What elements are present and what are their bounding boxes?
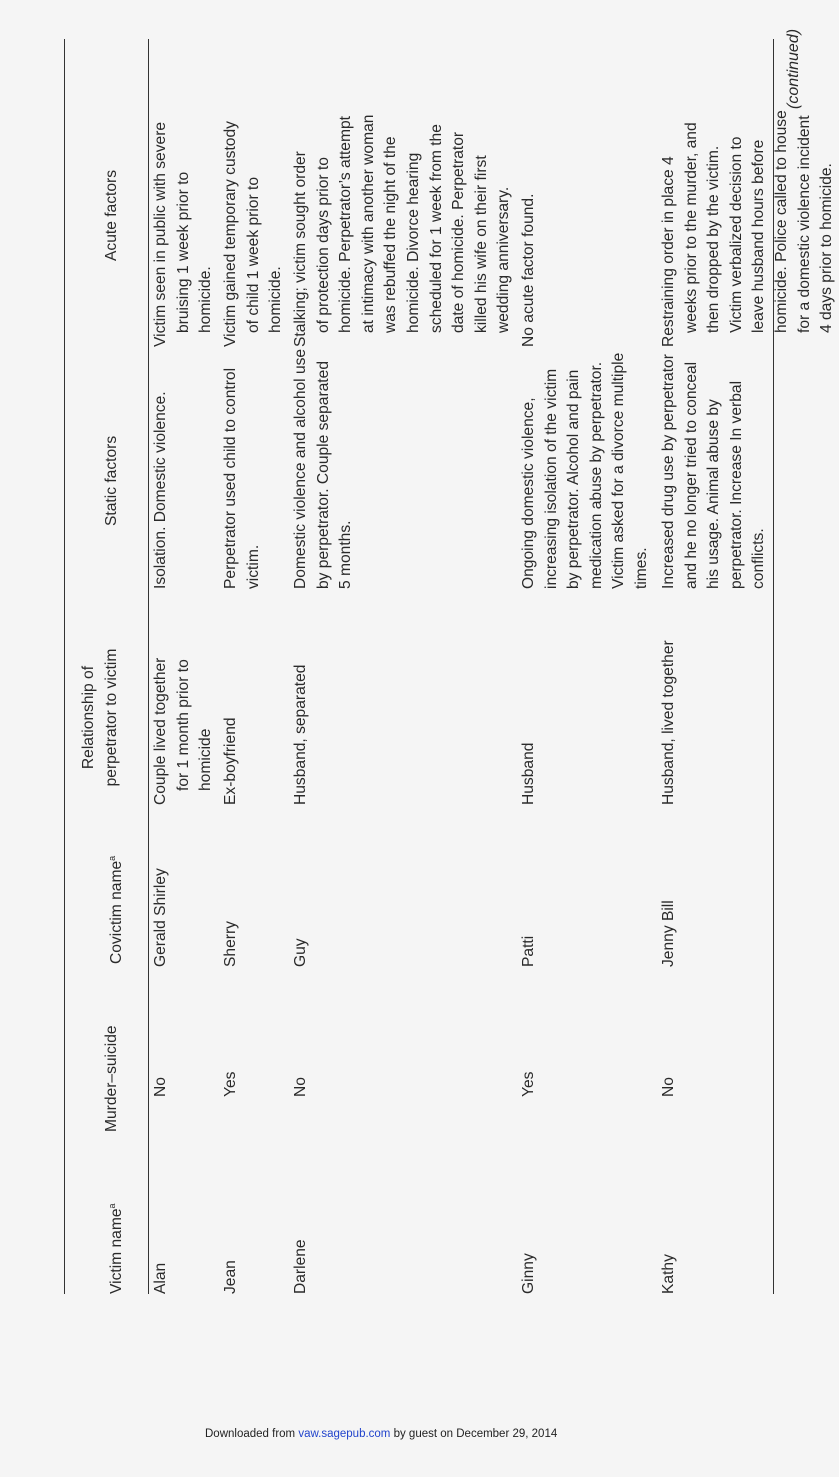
- table-cell-static: [220, 368, 265, 589]
- cell-line: homicide. Perpetrator’s attempt: [337, 116, 355, 333]
- cell-line: medication abuse by perpetrator.: [587, 361, 605, 589]
- table-cell-acute: [658, 110, 839, 347]
- table-header-rule: [148, 39, 149, 1294]
- cell-line: Stalking; victim sought order: [292, 151, 309, 347]
- table-cell-victim: Alan: [152, 1262, 169, 1294]
- table-cell-acute: [220, 121, 288, 347]
- download-footer: Downloaded from vaw.sagepub.com by guest on December 29, 2014: [205, 1428, 558, 1440]
- cell-line: then dropped by the victim.: [705, 145, 723, 333]
- cell-line: of child 1 week prior to: [244, 176, 262, 333]
- table-cell-static: [290, 349, 358, 589]
- cell-line: 4 days prior to homicide.: [818, 163, 836, 333]
- cell-line: homicide.: [197, 266, 215, 333]
- table-cell-murder-suicide: Yes: [520, 1071, 537, 1097]
- cell-line: homicide. Police called to house: [772, 110, 790, 333]
- cell-line: leave husband hours before: [750, 139, 768, 333]
- table-cell-victim: Ginny: [520, 1253, 537, 1294]
- cell-line: by perpetrator. Alcohol and pain: [565, 369, 583, 589]
- cell-line: Ongoing domestic violence,: [520, 397, 537, 589]
- cell-line: Isolation. Domestic violence.: [152, 391, 169, 589]
- cell-line: date of homicide. Perpetrator: [450, 131, 468, 333]
- table-cell-static: [658, 354, 771, 589]
- table-cell-relationship: [290, 665, 313, 805]
- cell-line: homicide. Divorce hearing: [404, 152, 422, 333]
- cell-line: Increased drug use by perpetrator: [660, 354, 677, 589]
- source-link[interactable]: vaw.sagepub.com: [298, 1428, 391, 1440]
- cell-line: Husband: [520, 742, 537, 805]
- table-cell-covictim: Patti: [520, 935, 537, 967]
- cell-line: victim.: [244, 544, 262, 589]
- cell-line: weeks prior to the murder, and: [682, 122, 700, 333]
- cell-line: Domestic violence and alcohol use: [292, 348, 309, 589]
- table-top-rule: [64, 39, 65, 1294]
- cell-line: Husband, separated: [292, 664, 309, 805]
- cell-line: homicide: [197, 728, 215, 791]
- table-cell-relationship: [220, 717, 243, 805]
- table-cell-murder-suicide: Yes: [222, 1071, 239, 1097]
- cell-line: was rebuffed the night of the: [382, 136, 400, 333]
- table-cell-murder-suicide: No: [292, 1077, 309, 1097]
- header-covictim-name: Covictim name$^a$: [107, 855, 125, 964]
- header-relationship: Relationship of perpetrator to victim: [80, 648, 120, 787]
- table-cell-static: [518, 353, 654, 589]
- table-cell-relationship: [518, 743, 541, 805]
- header-static-factors: Static factors: [103, 435, 120, 526]
- cell-line: for a domestic violence incident: [795, 115, 813, 333]
- header-acute-factors: Acute factors: [103, 169, 120, 261]
- table-cell-relationship: [658, 640, 681, 805]
- table-cell-victim: Kathy: [660, 1254, 677, 1294]
- cell-line: perpetrator. Increase In verbal: [727, 380, 745, 589]
- table-cell-static: [150, 391, 173, 589]
- cell-line: No acute factor found.: [520, 193, 537, 347]
- table-cell-covictim: Sherry: [222, 921, 239, 967]
- cell-line: Victim seen in public with severe: [152, 121, 169, 347]
- cell-line: Husband, lived together: [660, 640, 677, 805]
- cell-line: at intimacy with another woman: [359, 114, 377, 333]
- cell-line: Victim verbalized decision to: [727, 136, 745, 333]
- table-cell-murder-suicide: No: [152, 1077, 169, 1097]
- cell-line: conflicts.: [750, 528, 768, 589]
- table-cell-covictim: Guy: [292, 938, 309, 967]
- cell-line: for 1 month prior to: [174, 659, 192, 791]
- table-cell-murder-suicide: No: [660, 1077, 677, 1097]
- cell-line: Victim asked for a divorce multiple: [610, 352, 628, 589]
- cell-line: Ex-boyfriend: [222, 717, 239, 805]
- cell-line: times.: [632, 547, 650, 589]
- table-cell-acute: [518, 194, 541, 347]
- table-cell-covictim: Gerald Shirley: [152, 868, 169, 967]
- cell-line: bruising 1 week prior to: [174, 171, 192, 333]
- table-cell-acute: [290, 115, 516, 347]
- cell-line: Victim gained temporary custody: [222, 121, 239, 347]
- cell-line: 5 months.: [337, 520, 355, 589]
- cell-line: of protection days prior to: [314, 157, 332, 333]
- header-victim-name: Victim name$^a$: [107, 1203, 125, 1294]
- table-cell-covictim: Jenny Bill: [660, 900, 677, 967]
- cell-line: and he no longer tried to conceal: [682, 361, 700, 589]
- table-cell-acute: [150, 122, 218, 347]
- cell-line: Restraining order in place 4: [660, 156, 677, 347]
- table-cell-victim: Jean: [222, 1260, 239, 1294]
- cell-line: increasing isolation of the victim: [542, 368, 560, 589]
- table-cell-relationship: [150, 658, 218, 805]
- cell-line: homicide.: [267, 266, 285, 333]
- cell-line: Perpetrator used child to control: [222, 367, 239, 589]
- cell-line: scheduled for 1 week from the: [427, 124, 445, 333]
- cell-line: killed his wife on their first: [472, 155, 490, 333]
- cell-line: wedding anniversary.: [495, 186, 513, 333]
- cell-line: Couple lived together: [152, 657, 169, 805]
- cell-line: by perpetrator. Couple separated: [314, 361, 332, 589]
- table-cell-victim: Darlene: [292, 1239, 309, 1294]
- continued-note: (continued): [785, 28, 802, 109]
- header-murder-suicide: Murder–suicide: [103, 1025, 120, 1132]
- cell-line: his usage. Animal abuse by: [705, 399, 723, 589]
